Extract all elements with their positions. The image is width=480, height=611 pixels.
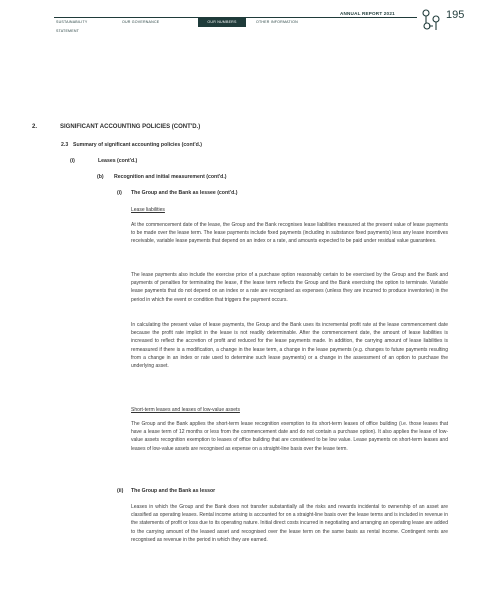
paragraph-2: The lease payments also include the exercise price of a purchase option reasonably certain to be exercised by the Group and the Bank and payments of penalties for terminating the lease, if the lease term reflects the Group and the Bank exercising the option to terminate. Variable lease payments that do not depend on an index or a rate are recognised as expenses (unless they are incurred to produce inventories) in the period in which the event or condition that triggers the payment occurs. <box>131 272 448 303</box>
section-number: 2. <box>32 124 38 130</box>
item-i-heading <box>70 158 137 164</box>
item-b-title: Recognition and initial measurement (cont'd.) <box>114 174 227 180</box>
paragraph-5: Leases in which the Group and the Bank does not transfer substantially all the risks and rewards incidental to ownership of an asset are classified as operating leases. Rental income arising is accounted for on a straight-line basis over the lease terms and is included in revenue in the statements of profit or loss due to its operating nature. Initial direct costs incurred in negotiating and arranging an operating lease are added to the carrying amount of the leased asset and recognised over the lease term on the same basis as rental income. Contingent rents are recognised as revenue in the period in which they are earned. <box>131 504 448 543</box>
item-b-heading <box>97 174 227 180</box>
item-b-number: (b) <box>97 174 104 180</box>
nav-item-other-information[interactable]: OTHER INFORMATION <box>256 20 298 24</box>
lessor-heading <box>117 488 215 494</box>
paragraph-4: The Group and the Bank applies the short-term lease recognition exemption to its short-term leases of office building (i.e. those leases that have a lease term of 12 months or less from the commencement date and do not contain a purchase option). It also applies the lease of low-value assets recognition exemption to leases of office building that are considered to be low value. Lease payments on short-term leases and leases of low-value assets are recognised as expense on a straight-line basis over the lease term. <box>131 421 448 452</box>
subsection-heading <box>61 142 202 148</box>
item-i-title: Leases (cont'd.) <box>98 158 138 164</box>
page-number: 195 <box>446 9 465 21</box>
item-i-number: (i) <box>70 158 75 164</box>
subsection-title: Summary of significant accounting policies (cont'd.) <box>73 142 202 148</box>
subsection-number: 2.3 <box>61 142 69 148</box>
lessee-heading <box>117 190 237 196</box>
nav-item-governance[interactable]: OUR GOVERNANCE <box>122 20 160 24</box>
nav-item-sustainability[interactable]: SUSTAINABILITY STATEMENT <box>56 20 88 33</box>
lessor-title: The Group and the Bank as lessor <box>131 488 216 494</box>
lessee-title: The Group and the Bank as lessee (cont'd.) <box>131 190 238 196</box>
section-title: SIGNIFICANT ACCOUNTING POLICIES (CONT'D.) <box>60 124 201 130</box>
short-term-subheading: Short-term leases and leases of low-value assets <box>131 407 240 413</box>
lessee-number: (i) <box>117 190 122 196</box>
section-heading <box>32 124 200 130</box>
lease-liabilities-subheading: Lease liabilities <box>131 207 165 213</box>
paragraph-1: At the commencement date of the lease, the Group and the Bank recognises lease liabilities measured at the present value of lease payments to be made over the lease term. The lease payments include fixed payments (including in substance fixed payments) less any lease incentives receivable, variable lease payments that depend on an index or a rate, and amounts expected to be paid under residual value guarantees. <box>131 222 448 245</box>
annual-report-label: ANNUAL REPORT 2021 <box>340 11 395 16</box>
paragraph-3: In calculating the present value of lease payments, the Group and the Bank uses its incremental profit rate at the lease commencement date because the profit rate implicit in the lease is not readily determinable. After the commencement date, the amount of lease liabilities is increased to reflect the accretion of profit and reduced for the lease payments made. In addition, the carrying amount of lease liabilities is remeasured if there is a modification, a change in the lease term, a change in the lease payments (e.g. changes to future payments resulting from a change in an index or rate used to determine such lease payments) or a change in the assessment of an option to purchase the underlying asset. <box>131 322 448 370</box>
lessor-number: (ii) <box>117 488 124 494</box>
nav-item-numbers[interactable]: OUR NUMBERS <box>198 18 246 27</box>
